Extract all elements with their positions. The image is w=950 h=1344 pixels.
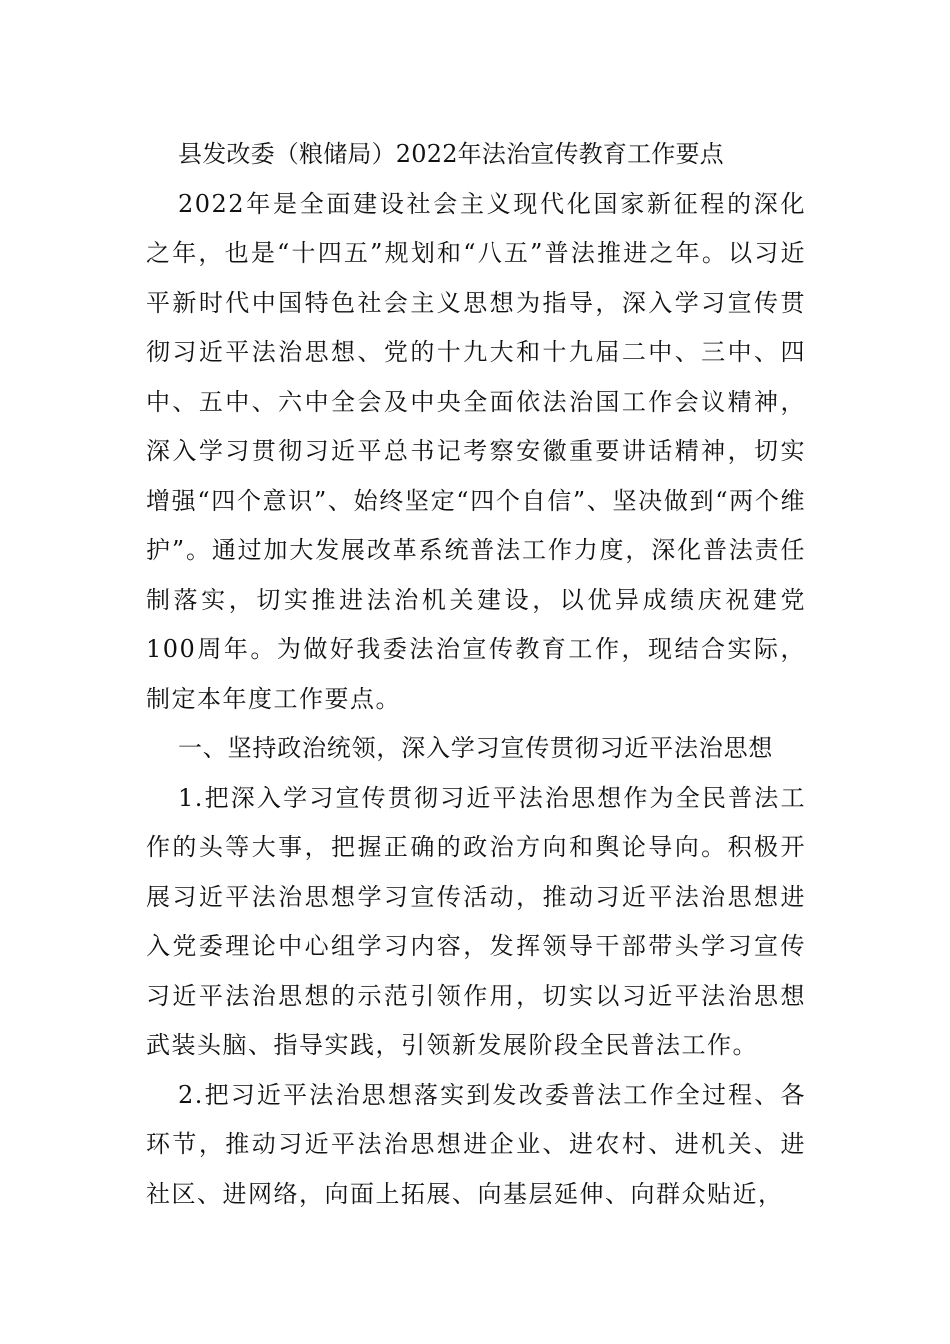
item-2-paragraph: 2.把习近平法治思想落实到发改委普法工作全过程、各环节，推动习近平法治思想进企业、进农村、进机关、进社区、进网络，向面上拓展、向基层延伸、向群众贴近， [146, 1080, 806, 1208]
intro-paragraph: 2022年是全面建设社会主义现代化国家新征程的深化之年，也是“十四五”规划和“八五”普法推进之年。以习近平新时代中国特色社会主义思想为指导，深入学习宣传贯彻习近平法治思想、党的十九大和十九届二中、三中、四中、五中、六中全会及中央全面依法治国工作会议精神，深入学习贯彻习近平总书记考察安徽重要讲话精神，切实增强“四个意识”、始终坚定“四个自信”、坚决做到“两个维护”。通过加大发展改革系统普法工作力度，深化普法责任制落实，切实推进法治机关建设，以优异成绩庆祝建党100周年。为做好我委法治宣传教育工作，现结合实际，制定本年度工作要点。 [146, 189, 806, 713]
item-1-paragraph: 1.把深入学习宣传贯彻习近平法治思想作为全民普法工作的头等大事，把握正确的政治方向和舆论导向。积极开展习近平法治思想学习宣传活动，推动习近平法治思想进入党委理论中心组学习内容，发挥领导干部带头学习宣传习近平法治思想的示范引领作用，切实以习近平法治思想武装头脑、指导实践，引领新发展阶段全民普法工作。 [146, 783, 806, 1059]
document-body [146, 130, 806, 1219]
section-1-heading: 一、坚持政治统领，深入学习宣传贯彻习近平法治思想 [178, 734, 774, 762]
document-title: 县发改委（粮储局）2022年法治宣传教育工作要点 [178, 140, 724, 168]
